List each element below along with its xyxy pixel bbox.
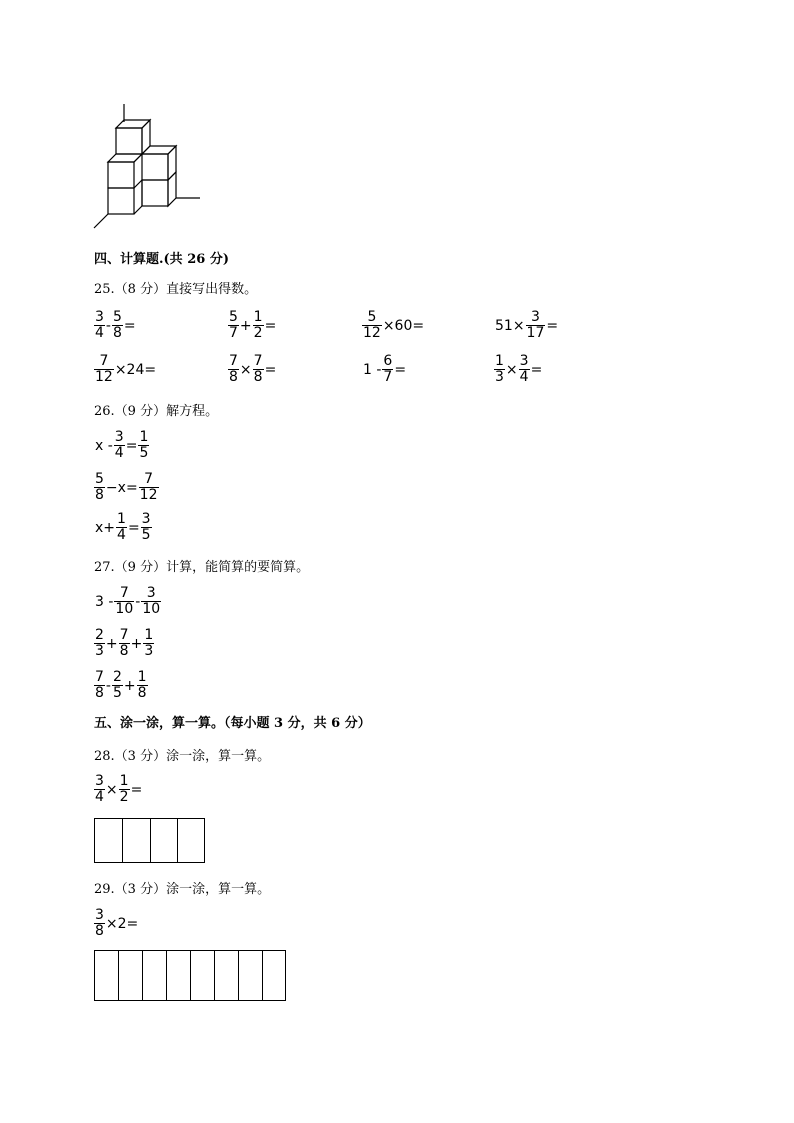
fraction [519,354,530,385]
denominator: 12 [95,369,113,385]
numerator: 3 [95,773,104,789]
denominator: 8 [95,923,104,939]
grid-cell[interactable] [119,951,143,1000]
fraction [362,310,382,341]
denominator: 4 [95,789,104,805]
denominator: 8 [95,685,104,701]
fraction [94,628,105,659]
fraction [112,310,123,341]
numerator: 5 [112,309,122,325]
fraction [119,628,130,659]
operator-text: - [105,317,111,334]
numerator: 2 [112,669,122,685]
operator-text: = [130,781,143,798]
numerator: 3 [531,309,540,325]
denominator: 8 [112,325,122,341]
numerator: 7 [253,353,263,369]
q28-title: 28.（3 分）涂一涂，算一算。 [94,749,271,764]
fraction [116,512,127,543]
numerator: 3 [146,585,156,601]
operator-text: - [135,593,141,610]
denominator: 2 [119,789,129,805]
fraction [141,512,152,543]
denominator: 12 [139,487,158,503]
operator-text: × [239,361,252,378]
numerator: 7 [119,627,129,643]
fraction [141,586,161,617]
numerator: 3 [141,511,151,527]
cube-figure [90,100,210,235]
denominator: 2 [253,325,263,341]
numerator: 1 [253,309,263,325]
q29-shading-grid[interactable] [94,950,286,1001]
fraction [228,310,239,341]
q25-title: 25.（8 分）直接写出得数。 [94,282,258,297]
denominator: 4 [519,369,529,385]
denominator: 17 [526,325,545,341]
section4-heading: 四、计算题.(共 26 分) [94,252,229,267]
q26-equation-1 [94,430,149,461]
q28-expression [94,774,143,805]
numerator: 2 [95,627,104,643]
operator-text: x+ [95,519,116,536]
q29-title: 29.（3 分）涂一涂，算一算。 [94,882,271,897]
denominator: 10 [142,601,161,617]
numerator: 5 [229,309,238,325]
q25-item-5 [94,354,157,385]
q26-title: 26.（9 分）解方程。 [94,404,219,419]
operator-text: = [546,317,559,334]
q27-title: 27.（9 分）计算，能简算的要简算。 [94,560,310,575]
operator-text: 3 - [95,593,114,610]
fraction [112,670,123,701]
grid-cell[interactable] [239,951,263,1000]
denominator: 8 [95,487,104,503]
operator-text: = [125,437,138,454]
numerator: 1 [117,511,126,527]
q27-expression-1 [94,586,161,617]
grid-cell[interactable] [143,951,167,1000]
denominator: 3 [95,643,104,659]
numerator: 3 [519,353,529,369]
q27-expression-3 [94,670,148,701]
denominator: 8 [229,369,238,385]
operator-text: + [239,317,252,334]
numerator: 7 [229,353,238,369]
denominator: 4 [114,445,124,461]
operator-text: ×60= [382,317,425,334]
grid-cell[interactable] [95,819,123,862]
operator-text: + [123,677,136,694]
grid-cell[interactable] [151,819,179,862]
operator-text: × [105,781,118,798]
denominator: 3 [144,643,154,659]
numerator: 7 [99,353,109,369]
fraction [137,670,148,701]
denominator: 4 [117,527,126,543]
denominator: 5 [141,527,151,543]
fraction [94,472,105,503]
q25-item-6 [228,354,277,385]
fraction [253,354,264,385]
fraction [494,354,505,385]
denominator: 7 [383,369,393,385]
fraction [94,354,114,385]
numerator: 1 [495,353,504,369]
numerator: 7 [119,585,129,601]
fraction [253,310,264,341]
denominator: 3 [495,369,504,385]
numerator: 5 [367,309,377,325]
fraction [114,586,134,617]
fraction [143,628,154,659]
numerator: 1 [137,669,147,685]
q25-item-3 [362,310,425,341]
denominator: 10 [115,601,134,617]
fraction [114,430,125,461]
fraction [94,310,105,341]
fraction [119,774,130,805]
grid-cell[interactable] [215,951,239,1000]
q25-item-7 [362,354,407,385]
fraction [526,310,546,341]
grid-cell[interactable] [263,951,285,1000]
fraction [228,354,239,385]
operator-text: x - [95,437,113,454]
denominator: 5 [112,685,122,701]
operator-text: - [105,677,111,694]
operator-text: 51× [495,317,525,334]
q25-item-4 [494,310,559,341]
numerator: 3 [95,907,104,923]
numerator: 1 [119,773,129,789]
q25-item-2 [228,310,277,341]
fraction [382,354,393,385]
q28-shading-grid[interactable] [94,818,205,863]
numerator: 1 [139,429,149,445]
grid-cell[interactable] [95,951,119,1000]
fraction [94,908,105,939]
numerator: 3 [95,309,104,325]
numerator: 5 [95,471,104,487]
q26-equation-3 [94,512,152,543]
operator-text: ×24= [114,361,157,378]
denominator: 4 [95,325,104,341]
operator-text: 1 - [363,361,382,378]
denominator: 8 [119,643,129,659]
q25-item-1 [94,310,137,341]
numerator: 6 [383,353,393,369]
operator-text: + [105,635,118,652]
q29-expression [94,908,139,939]
denominator: 12 [363,325,381,341]
denominator: 7 [229,325,238,341]
section5-heading: 五、涂一涂，算一算。（每小题 3 分，共 6 分） [94,716,371,731]
q27-expression-2 [94,628,154,659]
q25-item-8 [494,354,543,385]
fraction [139,472,159,503]
operator-text: = [264,361,277,378]
numerator: 7 [144,471,154,487]
q26-equation-2 [94,472,159,503]
operator-text: = [123,317,136,334]
operator-text: = [394,361,407,378]
operator-text: ×2= [105,915,139,932]
denominator: 5 [139,445,149,461]
fraction [94,774,105,805]
numerator: 7 [95,669,104,685]
operator-text: = [530,361,543,378]
denominator: 8 [137,685,147,701]
grid-cell[interactable] [123,819,151,862]
grid-cell[interactable] [167,951,191,1000]
fraction [94,670,105,701]
fraction [138,430,149,461]
operator-text: = [127,519,140,536]
grid-cell[interactable] [178,819,204,862]
operator-text: × [505,361,518,378]
operator-text: −x= [105,479,138,496]
numerator: 1 [144,627,154,643]
numerator: 3 [114,429,124,445]
denominator: 8 [253,369,263,385]
operator-text: + [130,635,143,652]
grid-cell[interactable] [191,951,215,1000]
operator-text: = [264,317,277,334]
